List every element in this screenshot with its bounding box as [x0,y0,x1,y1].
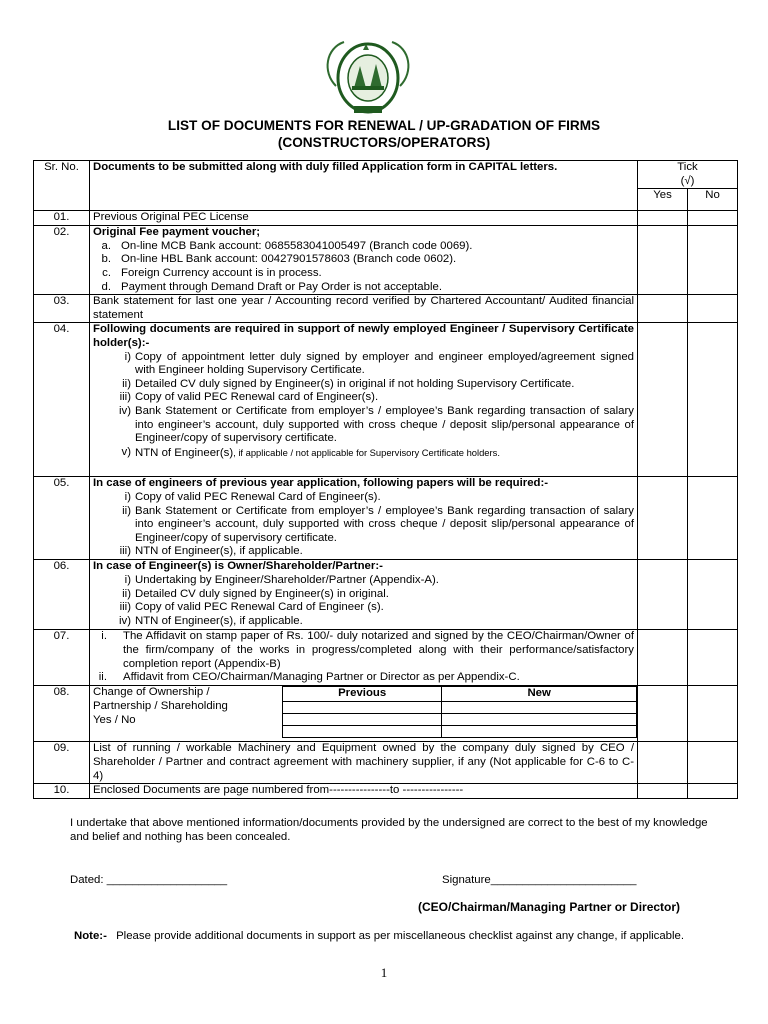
item-text: Copy of appointment letter duly signed by employer and engineer employed/agreement signed with Engineer holding Supervisory Certificate. [135,350,634,377]
tick-no-cell[interactable] [688,211,738,226]
new-field[interactable] [442,701,637,713]
item-text: The Affidavit on stamp paper of Rs. 100/- duly notarized and signed by the CEO/Chairman/Owner of the firm/company of the works in progress/completed along with their performance/satisfactory completion report (Appendix-B) [123,630,634,670]
ownership-change-label [90,686,282,738]
table-row [34,226,738,295]
table-row [34,295,738,323]
list-item [93,446,634,461]
tick-no-cell[interactable] [688,784,738,799]
header-documents: Documents to be submitted along with duly filled Application form in CAPITAL letters. [90,161,638,211]
new-field[interactable] [442,713,637,725]
list-item [93,671,634,685]
tick-yes-cell[interactable] [638,323,688,477]
tick-yes-cell[interactable] [638,686,688,742]
item-text: Detailed CV duly signed by Engineer(s) in original if not holding Supervisory Certificate. [135,377,575,390]
header-yes: Yes [638,189,688,211]
tick-yes-cell[interactable] [638,295,688,323]
undertaking-text: I undertake that above mentioned information/documents provided by the undersigned are correct to the best of my knowledge and belief and nothing has been concealed. [70,817,708,843]
table-row [34,784,738,799]
item-marker: b. [101,253,111,266]
row-content [90,560,638,630]
row-content [90,323,638,477]
row-content [90,477,638,560]
item-marker: ii. [98,671,107,684]
item-text [135,446,634,461]
row-content [90,226,638,295]
header-tick-mark: (√) [680,174,695,187]
tick-no-cell[interactable] [688,686,738,742]
new-header: New [442,687,637,702]
ownership-change-grid [282,686,637,738]
row-number: 09. [34,742,90,784]
item-text: Copy of valid PEC Renewal Card of Engineer(s). [135,490,381,503]
documents-checklist-table [33,160,738,799]
item-text: Foreign Currency account is in process. [121,266,322,279]
list-item [93,505,634,546]
sub-item-list [93,491,634,559]
list-item [93,351,634,378]
tick-yes-cell[interactable] [638,226,688,295]
item-text: Detailed CV duly signed by Engineer(s) in original. [135,587,389,600]
list-item [93,491,634,505]
note-text: Please provide additional documents in support as per miscellaneous checklist against any change, if applicable. [116,930,685,942]
item-text: Affidavit from CEO/Chairman/Managing Partner or Director as per Appendix-C. [123,671,520,684]
tick-yes-cell[interactable] [638,742,688,784]
yes-no-label: Yes / No [93,713,136,726]
item-marker: c. [102,266,111,279]
list-item [93,281,634,295]
signatory-designation: (CEO/Chairman/Managing Partner or Director) [418,900,681,914]
item-text: NTN of Engineer(s), if applicable. [135,545,303,558]
item-marker: iv) [118,404,131,417]
table-row [34,742,738,784]
list-item [93,601,634,615]
tick-no-cell[interactable] [688,560,738,630]
header-tick [638,161,738,189]
sub-item-list [93,351,634,446]
new-field[interactable] [442,725,637,737]
page-number: 1 [380,965,388,980]
table-row [34,323,738,477]
list-item [93,391,634,405]
sub-item-list [93,630,634,684]
item-text: Copy of valid PEC Renewal Card of Engineer (s). [135,601,384,614]
document-title: LIST OF DOCUMENTS FOR RENEWAL / UP-GRADATION OF FIRMS [167,118,601,133]
row-text: Enclosed Documents are page numbered from----------------to ---------------- [90,784,638,799]
list-item [93,630,634,671]
row-number: 07. [34,630,90,686]
item-marker: iv) [118,614,131,627]
row-text: Bank statement for last one year / Accounting record verified by Chartered Accountant/ Audited financial statement [90,295,638,323]
row-number: 10. [34,784,90,799]
item-text: Bank Statement or Certificate from employer’s / employee’s Bank regarding transaction of salary into engineer’s account, duly supported with cross cheque / deposit slip/personal appearance of Engineer/copy of supervisory certificate. [135,504,634,544]
row-number: 06. [34,560,90,630]
row-heading: Following documents are required in support of newly employed Engineer / Supervisory Certificate holder(s):- [93,323,634,349]
item-marker: i. [101,630,107,643]
tick-yes-cell[interactable] [638,477,688,560]
row-heading: In case of engineers of previous year application, following papers will be required:- [93,477,549,490]
list-item [93,405,634,446]
tick-no-cell[interactable] [688,742,738,784]
item-marker: i) [124,573,131,586]
row-number: 08. [34,686,90,742]
header-sr-no: Sr. No. [34,161,90,211]
item-marker: a. [101,239,111,252]
row-number: 03. [34,295,90,323]
table-row [34,560,738,630]
row-heading: Original Fee payment voucher; [93,226,261,239]
list-item [93,240,634,254]
item-text: On-line HBL Bank account: 00427901578603 (Branch code 0602). [121,253,457,266]
row-text: List of running / workable Machinery and Equipment owned by the company duly signed by CEO / Shareholder / Partner and contract agreement with machinery supplier, if any (Not applicable for C-6 to C-4) [90,742,638,784]
tick-no-cell[interactable] [688,226,738,295]
item-text-main: NTN of Engineer(s) [135,446,234,459]
list-item [93,267,634,281]
item-marker: iii) [119,391,131,404]
row-content [90,686,638,742]
row-number: 04. [34,323,90,477]
sub-item-list [93,240,634,294]
table-row [34,630,738,686]
list-item [93,253,634,267]
item-marker: iii) [119,545,131,558]
sub-item-list [93,574,634,628]
item-marker: d. [101,280,111,293]
list-item [93,574,634,588]
item-marker: ii) [122,504,131,517]
tick-no-cell[interactable] [688,323,738,477]
row-text: Previous Original PEC License [90,211,638,226]
item-marker: i) [124,350,131,363]
header-no: No [688,189,738,211]
note [70,930,720,944]
list-item [93,615,634,629]
row-content [90,630,638,686]
previous-header: Previous [283,687,442,702]
tick-yes-cell[interactable] [638,630,688,686]
tick-yes-cell[interactable] [638,560,688,630]
item-marker: ii) [122,377,131,390]
row-number: 05. [34,477,90,560]
item-text: Bank Statement or Certificate from employer’s / employee’s Bank regarding transaction of salary into engineer’s account, duly supported with cross cheque / deposit slip/personal appearance of Engineer/copy of supervisory certificate. [135,404,634,445]
table-row [34,686,738,742]
item-marker: ii) [122,587,131,600]
tick-yes-cell[interactable] [638,211,688,226]
item-text-note: , if applicable / not applicable for Supervisory Certificate holders. [233,446,500,458]
row-number: 02. [34,226,90,295]
previous-field[interactable] [283,701,442,713]
row-heading: In case of Engineer(s) is Owner/Shareholder/Partner:- [93,560,383,573]
item-text: Payment through Demand Draft or Pay Order is not acceptable. [121,280,442,293]
item-text: Copy of valid PEC Renewal card of Engineer(s). [135,391,379,404]
dated-field[interactable]: Dated: ___________________ [70,874,228,886]
list-item [93,378,634,392]
tick-yes-cell[interactable] [638,784,688,799]
item-text: Undertaking by Engineer/Shareholder/Partner (Appendix-A). [135,573,439,586]
note-label: Note:- [74,930,107,942]
tick-no-cell[interactable] [688,295,738,323]
ownership-label-line: Partnership / Shareholding [93,699,228,712]
document-subtitle: (CONSTRUCTORS/OPERATORS) [277,135,491,150]
item-text: On-line MCB Bank account: 0685583041005497 (Branch code 0069). [121,239,473,252]
item-text: NTN of Engineer(s), if applicable. [135,614,303,627]
list-item [93,588,634,602]
previous-field[interactable] [283,725,442,737]
tick-no-cell[interactable] [688,630,738,686]
table-row [34,211,738,226]
pec-logo [316,36,420,116]
tick-no-cell[interactable] [688,477,738,560]
ownership-label-line: Change of Ownership / [93,686,210,699]
item-marker: iii) [119,601,131,614]
signature-field[interactable]: Signature_______________________ [442,874,637,886]
item-marker: v) [121,445,131,458]
table-row [34,477,738,560]
row-number: 01. [34,211,90,226]
item-marker: i) [124,490,131,503]
previous-field[interactable] [283,713,442,725]
list-item [93,545,634,559]
header-tick-label: Tick [677,161,698,173]
